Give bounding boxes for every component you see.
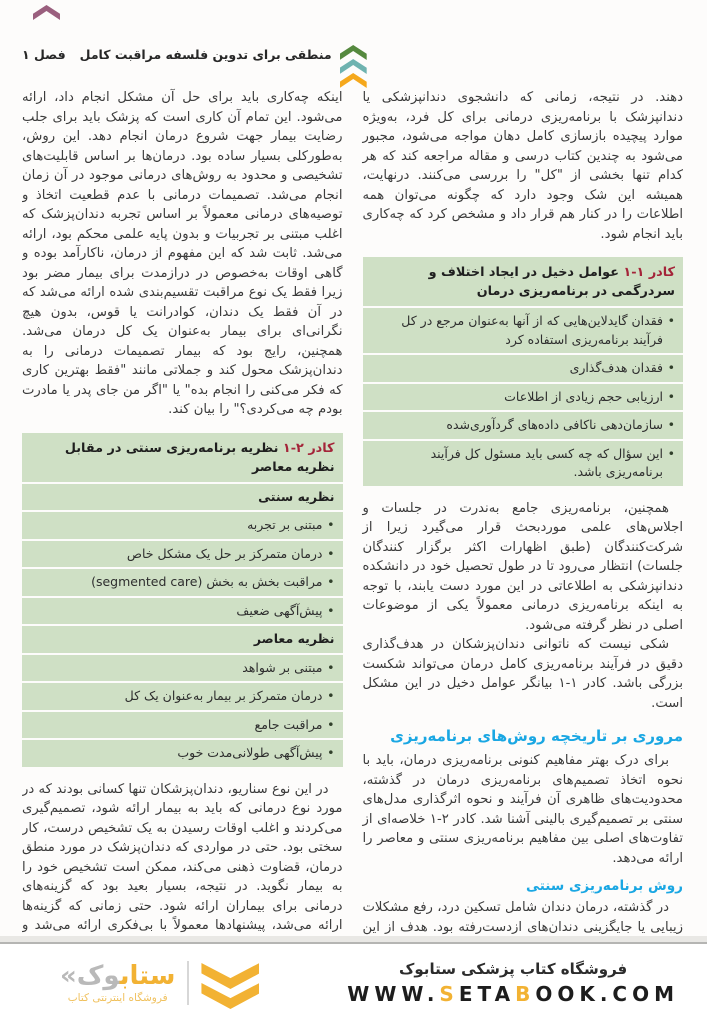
info-box-title — [22, 433, 343, 482]
paragraph: همچنین، برنامه‌ریزی جامع به‌ندرت در جلسات و اجلاس‌های علمی موردبحث قرار می‌گیرد زیرا از شرکت‌کنندگان (طبق اظهارات اکثر برگزار کنندگان جلسات) انتظار می‌رود تا در طول تحصیل خود در دانشکده دندانپزشکی به اطلاعاتی در این مورد دست یابند، با توجه به اینکه برنامه‌ریزی درمانی معمولاً یکی از موضوعات اصلی در نظر گرفته می‌شود. — [362, 500, 683, 633]
logo-text — [60, 962, 175, 1004]
column-left — [22, 88, 343, 938]
info-box-subheader: نظریه معاصر — [22, 624, 343, 653]
chevron-up-icon — [340, 73, 367, 88]
bullet-icon: • — [327, 602, 335, 618]
chevron-stack — [340, 45, 367, 87]
section-heading-history: مروری بر تاریخچه روش‌های برنامه‌ریزی — [390, 727, 683, 745]
bullet-icon: • — [667, 388, 675, 404]
setabook-emblem-icon — [201, 963, 259, 1003]
chevron-up-icon — [33, 5, 60, 20]
paragraph: در گذشته، درمان دندان شامل تسکین درد، رفع مشکلات زیبایی یا جایگزینی دندان‌های ازدست‌رفته بود. هدف از این — [362, 900, 683, 935]
paragraph: برای درک بهتر مفاهیم کنونی برنامه‌ریزی درمان، باید با نحوه اتخاذ تصمیم‌های برنامه‌ریزی درمان در گذشته، محدودیت‌های ظاهری آن فرآیند و نحوه اثرگذاری مدل‌های سنتی بر تصمیم‌گیری بالینی آشنا شد. کادر ۲-۱ خلاصه‌ای از تفاوت‌های اصلی بین مفاهیم برنامه‌ریزی سنتی و معاصر را ارائه می‌دهد. — [362, 753, 683, 866]
bullet-icon: • — [327, 545, 335, 561]
chevron-up-icon — [340, 45, 367, 60]
paragraph: شکی نیست که ناتوانی دندان‌پزشکان در هدف‌گذاری دقیق در فرآیند برنامه‌ریزی کامل درمان می‌تواند شکست بزرگی باشد. کادر ۱-۱ بیانگر عوامل دخیل در این مشکل است. — [362, 637, 683, 711]
bullet-icon: • — [327, 517, 335, 532]
info-box-item: • درمان متمرکز بر حل یک مشکل خاص — [22, 539, 343, 568]
info-box-2-1 — [22, 433, 343, 767]
column-right — [363, 88, 684, 938]
info-box-item: • مبتنی بر تجربه — [22, 510, 343, 539]
page-content — [22, 88, 683, 938]
info-box-item: • درمان متمرکز بر بیمار به‌عنوان یک کل — [22, 681, 343, 710]
logo-tagline: فروشگاه اینترنتی کتاب — [67, 992, 168, 1004]
bullet-icon: • — [667, 360, 675, 375]
info-box-label: کادر ۱-۱ — [623, 265, 675, 280]
paragraph — [22, 780, 343, 939]
page-header — [22, 46, 367, 87]
info-box-item: • این سؤال که چه کسی باید مسئول کل فرآیند برنامه‌ریزی باشد. — [363, 439, 684, 486]
info-box-item: • فقدان هدف‌گذاری — [363, 353, 684, 382]
setabook-logo — [60, 961, 259, 1005]
bullet-icon: • — [327, 745, 335, 760]
info-box-item: • مراقبت جامع — [22, 710, 343, 739]
info-box-item: • مبتنی بر شواهد — [22, 653, 343, 682]
chevron-up-icon — [340, 59, 367, 74]
info-box-item: • مراقبت بخش به بخش (segmented care) — [22, 567, 343, 596]
bullet-icon: • — [327, 659, 335, 675]
website-url[interactable]: WWW.SETABOOK.COM — [347, 982, 679, 1006]
chapter-title: منطقی برای تدوین فلسفه مراقبت کامل — [79, 47, 332, 62]
paragraph-text: در این نوع سناریو، دندان‌پزشکان تنها کسانی بودند که در مورد نوع درمانی که باید به بیمار ارائه شود، تصمیم‌گیری می‌کردند و اغلب اوقات رسیدن به یک تشخیص درست، کار سختی بود. حتی در مواردی که دندان‌پزشک در مورد منطق درمان، قضاوت ذهنی می‌کند، ممکن است تشخیص خود را به بیمار نگوید. در نتیجه، بسیار بعید بود که گزینه‌های درمانی برای بیماران ارائه شود. حتی زمانی که گزینه‌ها ارائه می‌شد، پیشنهادها معمولاً با بی‌فکری ارائه می‌شد و — [22, 781, 343, 933]
info-box-subheader: نظریه سنتی — [22, 482, 343, 511]
bullet-icon: • — [667, 445, 675, 461]
info-box-label: کادر ۲-۱ — [282, 440, 335, 456]
info-box-1-1 — [363, 257, 684, 486]
info-box-title — [363, 257, 684, 306]
info-box-item: • فقدان گایدلاین‌هایی که از آنها به‌عنوان مرجع در کل فرآیند برنامه‌ریزی استفاده کرد — [363, 306, 684, 353]
logo-divider — [187, 961, 189, 1005]
bullet-icon: • — [327, 688, 335, 703]
bullet-icon: • — [667, 417, 675, 432]
info-box-title-text: عوامل دخیل در ایجاد اختلاف و سردرگمی در برنامه‌ریزی درمان — [428, 265, 675, 299]
info-box-item: • سازمان‌دهی ناکافی داده‌های گردآوری‌شده — [363, 410, 684, 439]
bullet-icon: • — [667, 313, 675, 328]
info-box-item: • ارزیابی حجم زیادی از اطلاعات — [363, 382, 684, 411]
footer-branding — [347, 960, 679, 1006]
info-box-item: • پیش‌آگهی طولانی‌مدت خوب — [22, 738, 343, 767]
paragraph: اینکه چه‌کاری باید برای حل آن مشکل انجام داد، ارائه می‌شود. این تمام آن کاری است که پزشک باید برای جلب رضایت بیمار جهت شروع درمان انجام دهد. این روش، به‌طورکلی بسیار ساده بود. درمان‌ها بر اساس قابلیت‌های تشخیصی و محدود به روش‌های درمانی موجود در آن زمان انجام می‌شد. تصمیمات درمانی با عدم قطعیت اتخاذ و توصیه‌های درمانی معمولاً بر اساس تجربه دندان‌پزشک که اغلب مبتنی بر تجربیات و بدون پایه علمی محکم بود، ارائه می‌شد. ثابت شد که این مفهوم از درمان، ناکارآمد بوده و گاهی اوقات به‌خصوص در درازمدت برای بیمار مضر بود زیرا فقط یک نوع مراقبت تقسیم‌بندی شده ارائه می‌شد که در آن فقط یک دندان، کوادرانت یا قوس، بدون هیچ نگرانی‌ای برای بیمار به‌عنوان یک کل درمان می‌شد. همچنین، رایج بود که بیمار تصمیمات درمانی را به دندان‌پزشک محول کند و جملاتی مانند "فقط بهترین کاری که فکر می‌کنی را انجام بده" یا "اگر من جای پدر یا مادرت بودم چه می‌کردی؟" را بیان کند. — [22, 90, 343, 417]
bullet-icon: • — [327, 574, 335, 589]
paragraph: دهند. در نتیجه، زمانی که دانشجوی دندانپزشکی یا دندانپزشک با برنامه‌ریزی درمانی برای کل فرد، به‌ویژه موارد پیچیده بازسازی کامل دهان مواجه می‌شود، مجبور می‌شود به چندین کتاب درسی و مقاله مراجعه کند که هر کدام تنها بخشی از "کل" را بررسی می‌کنند. درنهایت، همیشه این شک وجود دارد که چگونه می‌توان همه اطلاعات را در کنار هم قرار داد و مشخص کرد که چه‌کاری باید انجام شود. — [362, 90, 683, 242]
info-box-title-text: نظریه برنامه‌ریزی سنتی در مقابل نظریه معاصر — [64, 440, 335, 475]
bullet-icon: • — [327, 716, 335, 732]
info-box-item: • پیش‌آگهی ضعیف — [22, 596, 343, 625]
chevron-down-icon — [201, 963, 259, 989]
page-footer — [0, 944, 707, 1024]
chapter-label: فصل ۱ — [22, 47, 66, 62]
logo-wordmark: ستابوک» — [60, 961, 176, 991]
section-heading-traditional: روش برنامه‌ریزی سنتی — [526, 878, 683, 894]
footer-divider — [0, 936, 707, 944]
store-title: فروشگاه کتاب پزشکی ستابوک — [399, 960, 628, 978]
